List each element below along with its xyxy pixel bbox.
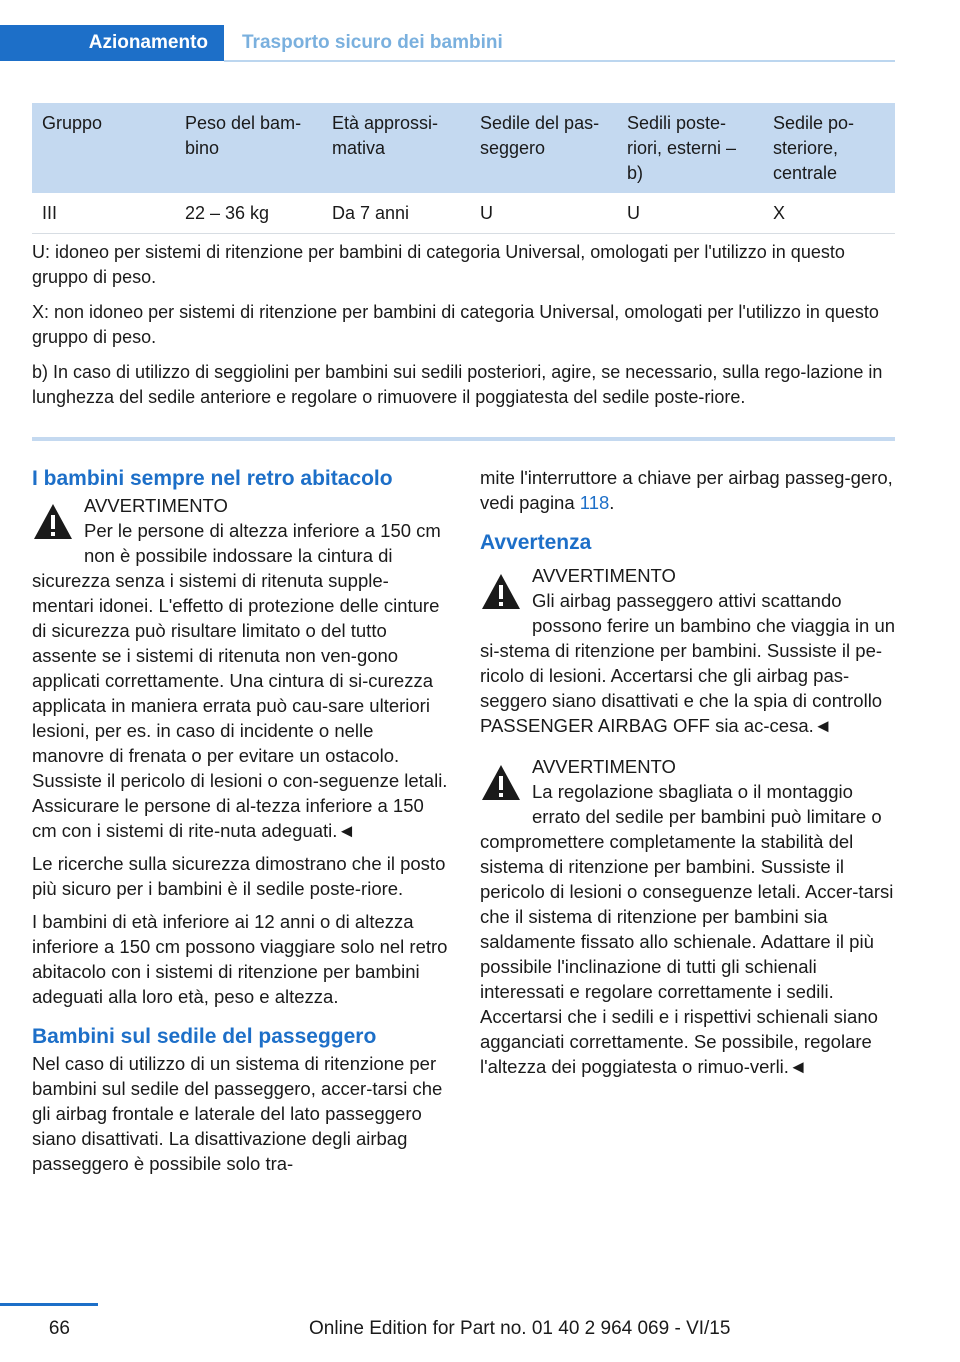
page-header bbox=[0, 25, 895, 61]
table-note: b) In caso di utilizzo di seggiolini per bambini sui sedili posteriori, agire, se necessario, sulla rego-lazione in lunghezza del sedile anteriore e regolare o rimuovere il poggiatesta del sedile poste-riore. bbox=[32, 362, 883, 407]
paragraph bbox=[480, 465, 896, 515]
edition-note: Online Edition for Part no. 01 40 2 964 069 - VI/15 bbox=[309, 1318, 731, 1339]
table-header-cell: Età approssi- mativa bbox=[332, 113, 439, 158]
paragraph: I bambini di età inferiore ai 12 anni o di altezza inferiore a 150 cm possono viaggiare solo nel retro abitacolo con i sistemi di ritenzione per bambini adeguati alla loro età, peso e altezza. bbox=[32, 911, 448, 1007]
table-header-cell: Sedili poste- riori, esterni – b) bbox=[627, 113, 737, 183]
section-tab: Azionamento bbox=[0, 25, 224, 61]
table-note: U: idoneo per sistemi di ritenzione per bambini di categoria Universal, omologati per l'utilizzo in questo gruppo di peso. bbox=[32, 242, 845, 287]
table-bottom-rule bbox=[32, 437, 895, 441]
table-cell: III bbox=[42, 202, 58, 223]
section-heading: Avvertenza bbox=[480, 531, 592, 554]
table-cell: Da 7 anni bbox=[332, 202, 410, 223]
warning-title: AVVERTIMENTO bbox=[532, 756, 676, 777]
continued-text-end: . bbox=[609, 492, 615, 513]
subsection-title: Trasporto sicuro dei bambini bbox=[242, 32, 503, 53]
table-header-cell: Sedile po- steriore, centrale bbox=[773, 113, 855, 183]
right-column bbox=[480, 465, 896, 1087]
paragraph: Nel caso di utilizzo di un sistema di ritenzione per bambini sul sedile del passeggero, accer-tarsi che gli airbag frontale e laterale del lato passeggero siano disattivati. La disattivazione degli airbag passeggero è possibile solo tra- bbox=[32, 1053, 443, 1174]
warning-text: Per le persone di altezza inferiore a 150 cm non è possibile indossare la cintura di sicurezza senza i sistemi di ritenuta supple-mentari idonei. L'effetto di protezione delle cinture di sicurezza può risultare limitato o del tutto assente se i sistemi di ritenuta non ven-gono applicati correttamente. Una cintura di si-curezza applicata in maniera errata può cau-sare ulteriori lesioni, per es. in caso di incidente o nelle manovre di frenata o per evitare un ostacolo. Sussiste il pericolo di lesioni o con-seguenze letali. Assicurare le persone di al-tezza inferiore a 150 cm con i sistemi di rite-nuta adeguati.◄ bbox=[32, 520, 448, 841]
warning-block bbox=[32, 493, 450, 843]
table-header-cell: Peso del bam- bino bbox=[185, 113, 302, 158]
continued-text: mite l'interruttore a chiave per airbag passeg-gero, vedi pagina bbox=[480, 467, 893, 513]
table-cell: X bbox=[773, 202, 786, 223]
warning-triangle-icon bbox=[480, 571, 522, 613]
table-header-cell: Gruppo bbox=[42, 113, 103, 133]
footer-rule bbox=[0, 1303, 98, 1306]
warning-title: AVVERTIMENTO bbox=[84, 495, 228, 516]
warning-triangle-icon bbox=[480, 762, 522, 804]
left-column bbox=[32, 465, 450, 1184]
table-cell: 22 – 36 kg bbox=[185, 202, 270, 223]
warning-triangle-icon bbox=[32, 501, 74, 543]
table-header bbox=[32, 103, 895, 193]
warning-text: La regolazione sbagliata o il montaggio errato del sedile per bambini può limitare o compromettere completamente la stabilità del sistema di ritenzione per bambini. Sussiste il pericolo di lesioni o conseguenze letali. Accer-tarsi che il sistema di ritenzione per bambini sia saldamente fissato allo schienale. Adattare il più possibile l'inclinazione di tutti gli schienali interessati e regolare correttamente i sedili. Accertarsi che i sedili e i rispettivi schienali siano agganciati correttamente. Se possibile, regolare l'altezza dei poggiatesta o rimuo-verli.◄ bbox=[480, 781, 894, 1077]
table-notes bbox=[32, 234, 895, 410]
table-cell: U bbox=[480, 202, 493, 223]
section-heading: Bambini sul sedile del passeggero bbox=[32, 1025, 377, 1048]
header-rule bbox=[224, 60, 895, 62]
paragraph: Le ricerche sulla sicurezza dimostrano che il posto più sicuro per i bambini è il sedile poste-riore. bbox=[32, 853, 446, 899]
page-link[interactable]: 118 bbox=[579, 492, 610, 513]
page-number: 66 bbox=[48, 1318, 70, 1339]
warning-text: Gli airbag passeggero attivi scattando possono ferire un bambino che viaggia in un si-stema di ritenzione per bambini. Sussiste il pe-ricolo di lesioni. Accertarsi che gli airbag pas-seggero siano disattivati e che la spia di controllo PASSENGER AIRBAG OFF sia ac-cesa.◄ bbox=[480, 590, 896, 736]
warning-title: AVVERTIMENTO bbox=[532, 565, 676, 586]
table-row bbox=[32, 193, 895, 234]
table-note: X: non idoneo per sistemi di ritenzione per bambini di categoria Universal, omologati per l'utilizzo in questo gruppo di peso. bbox=[32, 302, 879, 347]
table-header-cell: Sedile del pas- seggero bbox=[480, 113, 600, 158]
section-heading: I bambini sempre nel retro abitacolo bbox=[32, 467, 393, 490]
table-cell: U bbox=[627, 202, 640, 223]
warning-block bbox=[480, 563, 896, 738]
child-seat-table bbox=[32, 103, 895, 420]
warning-block bbox=[480, 754, 896, 1079]
